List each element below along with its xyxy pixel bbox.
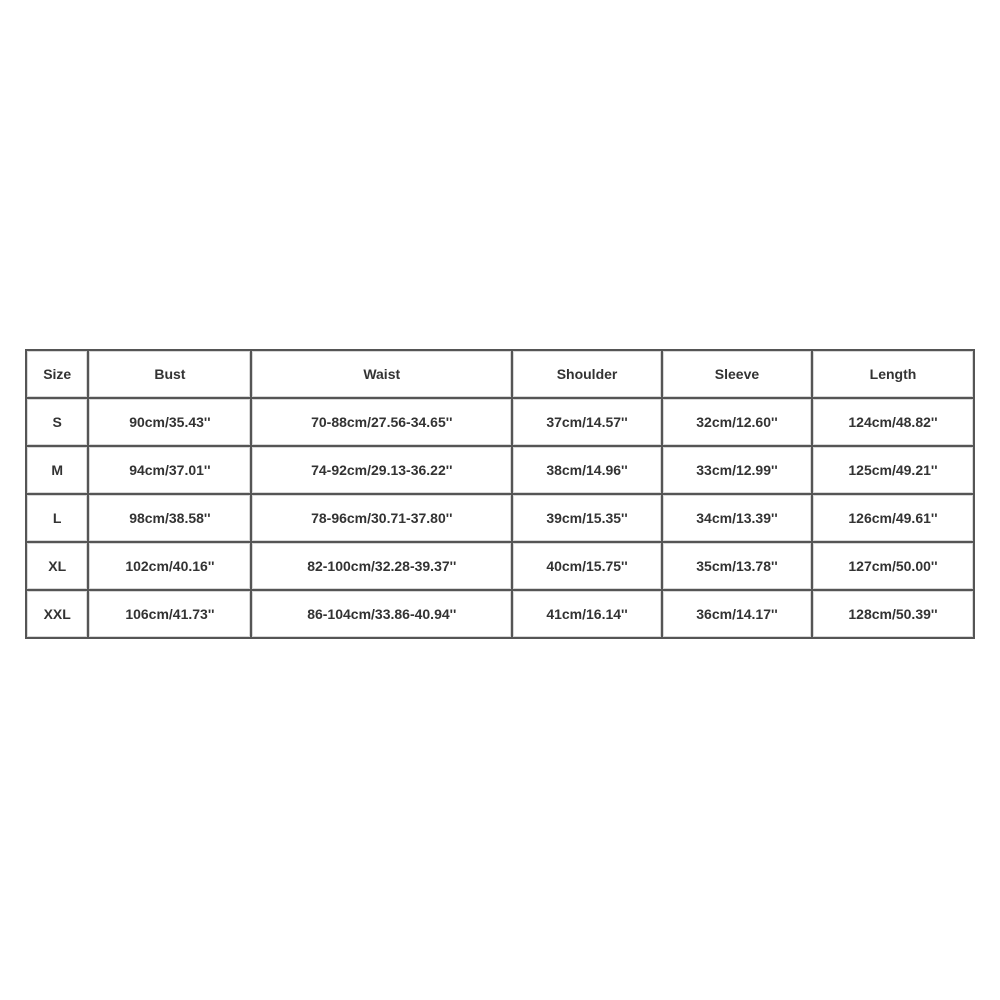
cell-sleeve: 32cm/12.60'' [662, 398, 812, 446]
cell-bust: 98cm/38.58'' [88, 494, 251, 542]
header-bust: Bust [88, 350, 251, 398]
header-length: Length [812, 350, 974, 398]
cell-waist: 70-88cm/27.56-34.65'' [251, 398, 512, 446]
cell-waist: 74-92cm/29.13-36.22'' [251, 446, 512, 494]
table-row [26, 446, 974, 494]
header-sleeve: Sleeve [662, 350, 812, 398]
cell-length: 124cm/48.82'' [812, 398, 974, 446]
header-waist: Waist [251, 350, 512, 398]
cell-bust: 90cm/35.43'' [88, 398, 251, 446]
header-shoulder: Shoulder [512, 350, 662, 398]
cell-bust: 102cm/40.16'' [88, 542, 251, 590]
cell-sleeve: 35cm/13.78'' [662, 542, 812, 590]
cell-size: XXL [26, 590, 88, 638]
cell-shoulder: 39cm/15.35'' [512, 494, 662, 542]
cell-sleeve: 34cm/13.39'' [662, 494, 812, 542]
cell-size: M [26, 446, 88, 494]
cell-shoulder: 40cm/15.75'' [512, 542, 662, 590]
cell-length: 128cm/50.39'' [812, 590, 974, 638]
cell-waist: 78-96cm/30.71-37.80'' [251, 494, 512, 542]
table-row [26, 398, 974, 446]
table-row [26, 542, 974, 590]
cell-bust: 94cm/37.01'' [88, 446, 251, 494]
cell-size: S [26, 398, 88, 446]
cell-size: L [26, 494, 88, 542]
header-size: Size [26, 350, 88, 398]
table-row [26, 590, 974, 638]
table-header-row [26, 350, 974, 398]
cell-shoulder: 38cm/14.96'' [512, 446, 662, 494]
cell-size: XL [26, 542, 88, 590]
cell-sleeve: 36cm/14.17'' [662, 590, 812, 638]
cell-bust: 106cm/41.73'' [88, 590, 251, 638]
cell-length: 125cm/49.21'' [812, 446, 974, 494]
table-row [26, 494, 974, 542]
size-chart-table [25, 349, 975, 639]
cell-shoulder: 41cm/16.14'' [512, 590, 662, 638]
cell-length: 126cm/49.61'' [812, 494, 974, 542]
cell-waist: 82-100cm/32.28-39.37'' [251, 542, 512, 590]
cell-waist: 86-104cm/33.86-40.94'' [251, 590, 512, 638]
cell-length: 127cm/50.00'' [812, 542, 974, 590]
cell-sleeve: 33cm/12.99'' [662, 446, 812, 494]
cell-shoulder: 37cm/14.57'' [512, 398, 662, 446]
